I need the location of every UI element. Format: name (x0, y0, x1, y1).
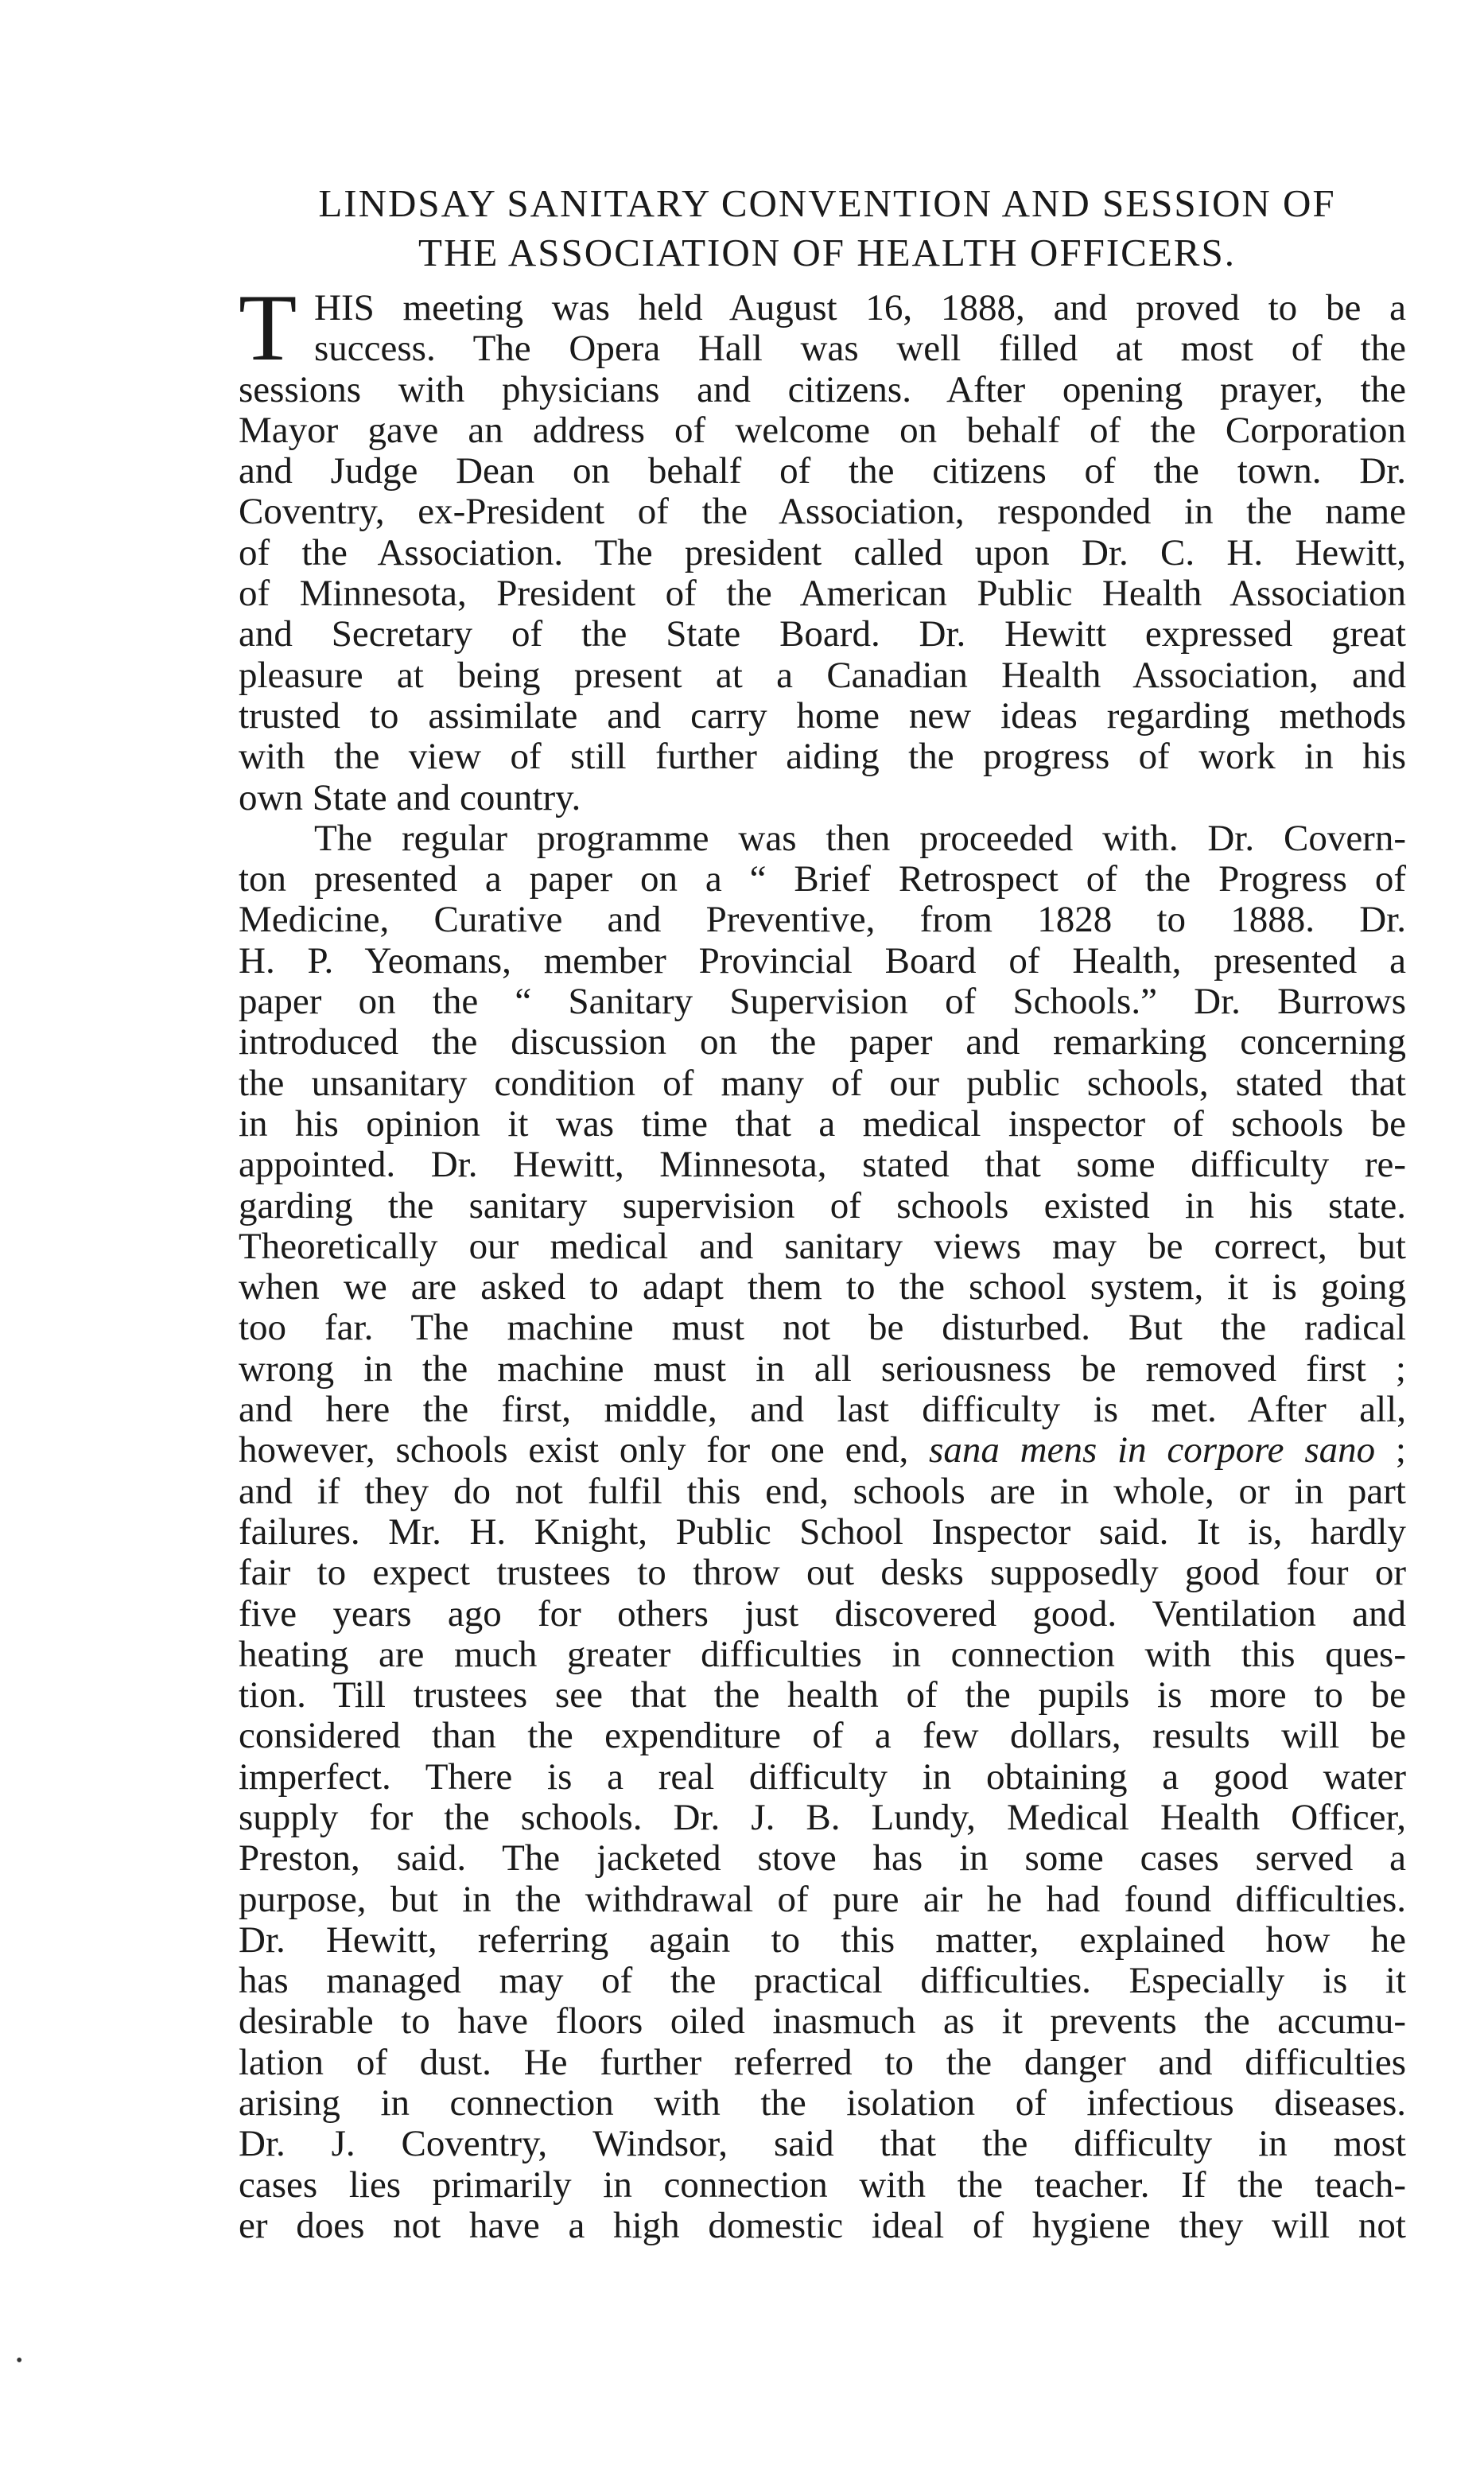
margin-mark: • (16, 2350, 23, 2371)
text-line: and Secretary of the State Board. Dr. Hewitt expressed great (239, 613, 1406, 655)
text-line: purpose, but in the withdrawal of pure air he had found difficulties. (239, 1878, 1406, 1920)
paragraph-2 (239, 818, 1406, 2246)
text-line: fair to expect trustees to throw out desks supposedly good four or (239, 1552, 1406, 1594)
text-line: The regular programme was then proceeded with. Dr. Covern- (314, 817, 1406, 859)
text-line: tion. Till trustees see that the health of the pupils is more to be (239, 1674, 1406, 1716)
text-line-with-italic (239, 1430, 1406, 1471)
text-line: and here the first, middle, and last difficulty is met. After all, (239, 1389, 1406, 1431)
text-line: supply for the schools. Dr. J. B. Lundy, Medical Health Officer, (239, 1796, 1406, 1838)
text-line: Dr. J. Coventry, Windsor, said that the difficulty in most (239, 2123, 1406, 2165)
text-line: has managed may of the practical difficulties. Especially is it (239, 1960, 1406, 2002)
text-line: Dr. Hewitt, referring again to this matter, explained how he (239, 1919, 1406, 1961)
text-line: Coventry, ex-President of the Association, responded in the name (239, 491, 1406, 533)
text-line: of Minnesota, President of the American Public Health Association (239, 573, 1406, 615)
text-line: H. P. Yeomans, member Provincial Board of Health, presented a (239, 939, 1406, 982)
article-body (239, 274, 1406, 2246)
text-line: and Judge Dean on behalf of the citizens of the town. Dr. (239, 450, 1406, 492)
text-line: failures. Mr. H. Knight, Public School Inspector said. It is, hardly (239, 1510, 1406, 1553)
text-line: appointed. Dr. Hewitt, Minnesota, stated that some difficulty re- (239, 1144, 1406, 1186)
text-line: introduced the discussion on the paper and remarking concerning (239, 1021, 1406, 1063)
latin-phrase: sana mens in corpore sano (929, 1429, 1376, 1471)
text-line: desirable to have floors oiled inasmuch as it prevents the accumu- (239, 2000, 1406, 2043)
text-line: Mayor gave an address of welcome on behalf of the Corporation (239, 409, 1406, 451)
text-line: and if they do not fulfil this end, schools are in whole, or in part (239, 1470, 1406, 1512)
text-line: pleasure at being present at a Canadian Health Association, and (239, 654, 1406, 696)
text-line: five years ago for others just discovered good. Ventilation and (239, 1592, 1406, 1635)
text-segment: however, schools exist only for one end, (239, 1429, 930, 1471)
text-line: wrong in the machine must in all seriousness be removed first ; (239, 1347, 1406, 1390)
text-segment: ; (1375, 1429, 1406, 1471)
text-line: heating are much greater difficulties in connection with this ques- (239, 1633, 1406, 1675)
text-line: in his opinion it was time that a medical inspector of schools be (239, 1102, 1406, 1145)
text-line: er does not have a high domestic ideal of hygiene they will not (239, 2204, 1406, 2246)
text-line: considered than the expenditure of a few dollars, results will be (239, 1715, 1406, 1757)
text-line: sessions with physicians and citizens. After opening prayer, the (239, 368, 1406, 410)
article-title-line-2: THE ASSOCIATION OF HEALTH OFFICERS. (418, 231, 1236, 274)
text-line: success. The Opera Hall was well filled at most of the (314, 328, 1406, 370)
article-title-line-1: LINDSAY SANITARY CONVENTION AND SESSION OF (318, 181, 1336, 225)
text-line: Theoretically our medical and sanitary views may be correct, but (239, 1225, 1406, 1267)
text-line: cases lies primarily in connection with the teacher. If the teach- (239, 2163, 1406, 2206)
text-line: Medicine, Curative and Preventive, from 1828 to 1888. Dr. (239, 899, 1406, 941)
text-line: the unsanitary condition of many of our public schools, stated that (239, 1062, 1406, 1104)
text-line: with the view of still further aiding the progress of work in his (239, 736, 1406, 778)
text-line: when we are asked to adapt them to the school system, it is going (239, 1266, 1406, 1308)
text-line: Preston, said. The jacketed stove has in some cases served a (239, 1837, 1406, 1880)
text-line: own State and country. (239, 776, 581, 818)
text-line: imperfect. There is a real difficulty in obtaining a good water (239, 1755, 1406, 1798)
text-line: paper on the “ Sanitary Supervision of Schools.” Dr. Burrows (239, 981, 1406, 1023)
paragraph-1 (239, 274, 1406, 818)
text-line: ton presented a paper on a “ Brief Retrospect of the Progress of (239, 858, 1406, 900)
text-line: garding the sanitary supervision of schools existed in his state. (239, 1184, 1406, 1227)
text-line: arising in connection with the isolation of infectious diseases. (239, 2082, 1406, 2125)
text-line: trusted to assimilate and carry home new ideas regarding methods (239, 694, 1406, 737)
drop-cap: T (239, 274, 297, 380)
text-line: too far. The machine must not be disturbed. But the radical (239, 1307, 1406, 1349)
text-line: HIS meeting was held August 16, 1888, and proved to be a (314, 287, 1406, 329)
text-line: lation of dust. He further referred to the danger and difficulties (239, 2041, 1406, 2083)
text-line: of the Association. The president called upon Dr. C. H. Hewitt, (239, 531, 1406, 573)
